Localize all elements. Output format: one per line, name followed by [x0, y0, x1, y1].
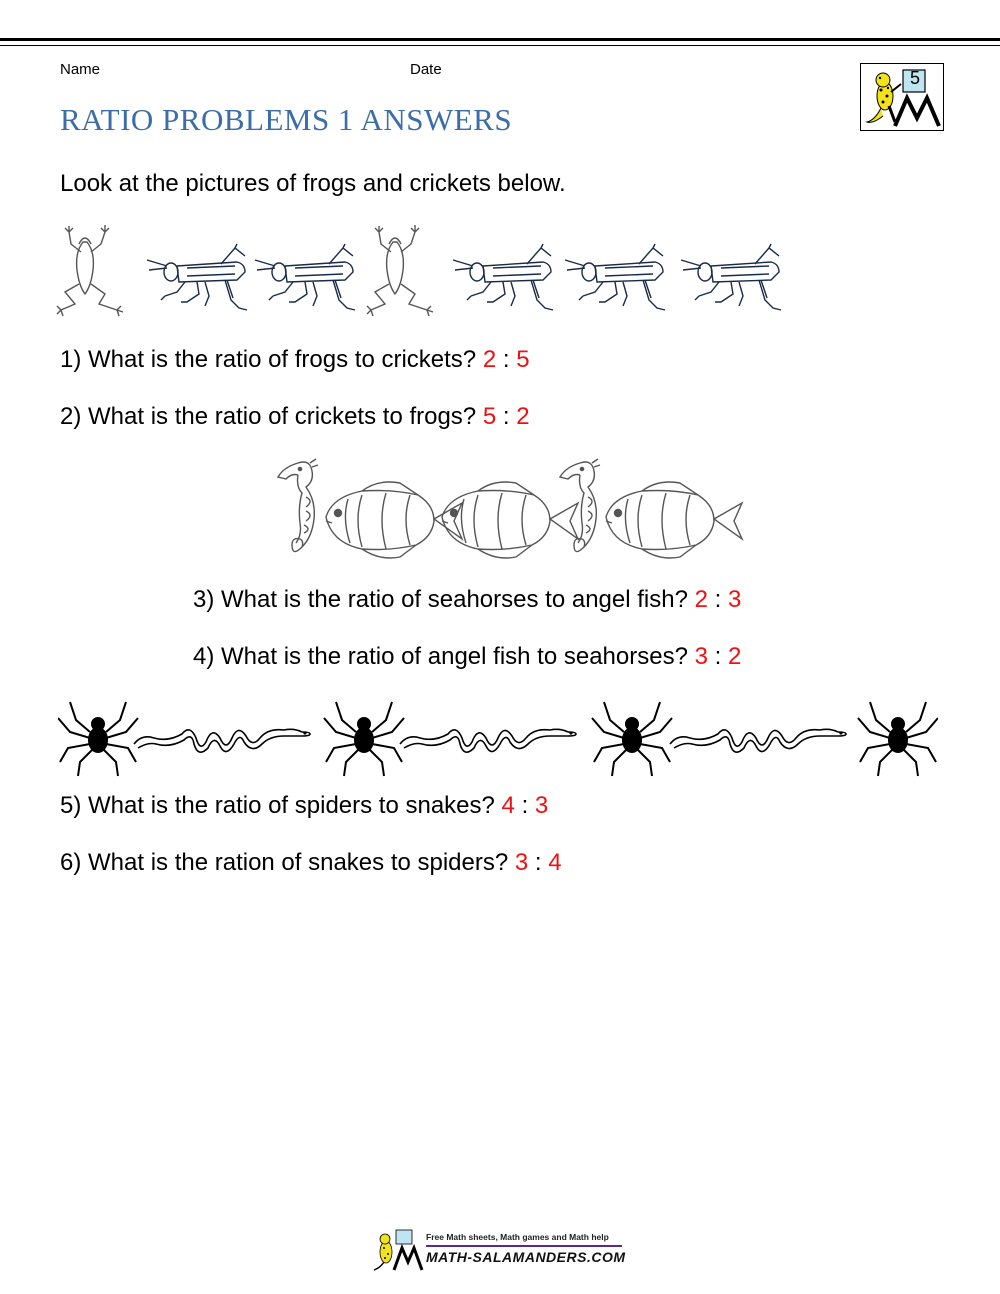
- answer-4-a: 3: [694, 643, 708, 670]
- salamander-logo-icon: [861, 64, 945, 132]
- footer-logo: [372, 1228, 628, 1272]
- answer-3-a: 2: [694, 586, 708, 613]
- answer-3-sep: :: [714, 586, 722, 613]
- date-label: Date: [410, 61, 442, 78]
- question-5: [60, 792, 548, 820]
- answer-1-b: 5: [516, 346, 530, 373]
- answer-6-b: 4: [548, 849, 562, 876]
- answer-5-sep: :: [521, 792, 529, 819]
- question-2: [60, 403, 530, 431]
- question-1-text: 1) What is the ratio of frogs to crickets?: [60, 346, 477, 373]
- answer-4-sep: :: [714, 643, 722, 670]
- question-4: [193, 643, 741, 671]
- answer-5-a: 4: [501, 792, 515, 819]
- question-4-text: 4) What is the ratio of angel fish to seahorses?: [193, 643, 688, 670]
- question-2-text: 2) What is the ratio of crickets to frogs?: [60, 403, 477, 430]
- question-3: [193, 586, 741, 614]
- answer-1-a: 2: [482, 346, 497, 373]
- answer-4-b: 2: [727, 643, 742, 670]
- answer-3-b: 3: [727, 586, 742, 613]
- question-6: [60, 849, 562, 877]
- footer-site: MATH-SALAMANDERS.COM: [426, 1249, 626, 1265]
- page-title: RATIO PROBLEMS 1 ANSWERS: [60, 102, 513, 137]
- question-3-text: 3) What is the ratio of seahorses to angel fish?: [193, 586, 688, 613]
- answer-1-sep: :: [502, 346, 510, 373]
- answer-2-b: 2: [516, 403, 530, 430]
- question-5-text: 5) What is the ratio of spiders to snakes?: [60, 792, 495, 819]
- question-1: [60, 346, 530, 374]
- question-6-text: 6) What is the ration of snakes to spiders?: [60, 849, 509, 876]
- frogs-crickets-row: [55, 222, 795, 322]
- answer-2-sep: :: [502, 403, 510, 430]
- footer-tagline: Free Math sheets, Math games and Math help: [426, 1232, 609, 1242]
- footer-salamander-icon: [372, 1228, 432, 1272]
- answer-6-sep: :: [534, 849, 542, 876]
- logo: [860, 63, 944, 131]
- answer-5-b: 3: [534, 792, 549, 819]
- answer-6-a: 3: [514, 849, 529, 876]
- footer-rule: [426, 1245, 622, 1247]
- intro-text: Look at the pictures of frogs and crickets below.: [60, 170, 566, 197]
- header-rule-thick: [0, 38, 1000, 41]
- spiders-snakes-row: [58, 698, 938, 778]
- seahorses-fish-row: [276, 455, 756, 565]
- name-label: Name: [60, 61, 101, 78]
- answer-2-a: 5: [482, 403, 497, 430]
- header-rule-thin: [0, 45, 1000, 46]
- logo-grade: 5: [909, 68, 920, 88]
